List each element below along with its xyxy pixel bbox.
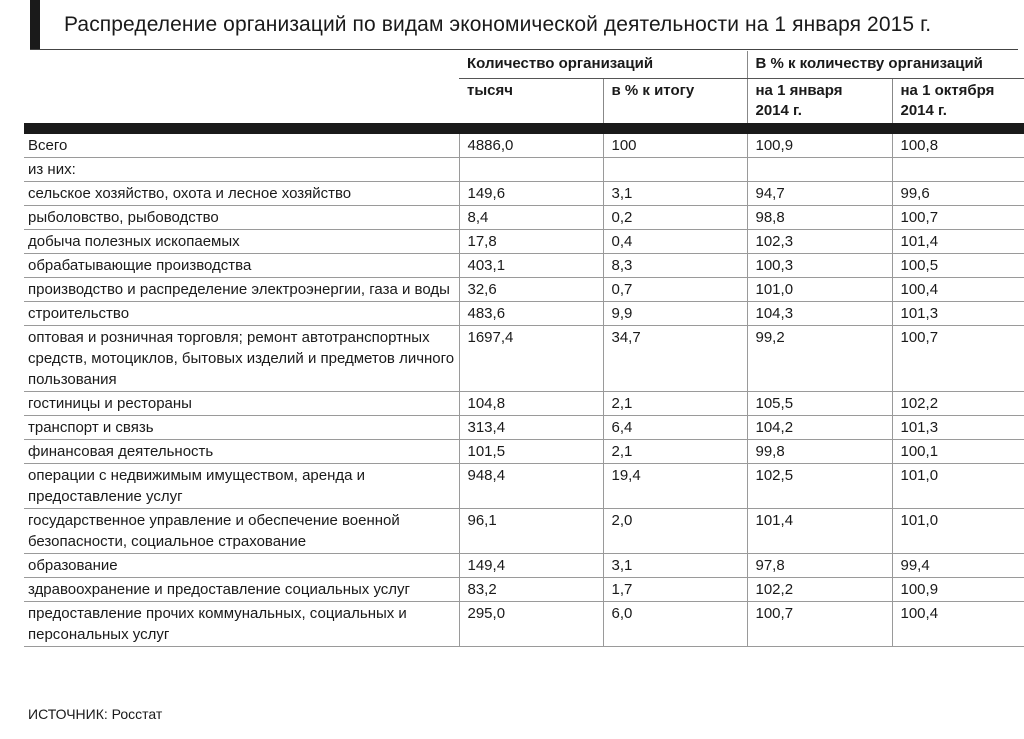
row-label: предоставление прочих коммунальных, социальных и персональных услуг <box>24 602 459 647</box>
header-empty-cell <box>24 51 459 79</box>
row-label: оптовая и розничная торговля; ремонт автотранспортных средств, мотоциклов, бытовых изделий и предметов личного пользования <box>24 326 459 392</box>
page-title: Распределение организаций по видам экономической деятельности на 1 января 2015 г. <box>64 13 932 36</box>
cell-thousand: 483,6 <box>459 302 603 326</box>
row-label: гостиницы и рестораны <box>24 392 459 416</box>
cell-share: 3,1 <box>603 554 747 578</box>
table-row <box>24 254 1024 278</box>
row-label: добыча полезных ископаемых <box>24 230 459 254</box>
header-thick-rule <box>24 123 1024 134</box>
cell-jan-2014: 104,2 <box>747 416 892 440</box>
cell-share: 34,7 <box>603 326 747 392</box>
cell-thousand: 403,1 <box>459 254 603 278</box>
cell-share: 2,0 <box>603 509 747 554</box>
header-oct-2014 <box>892 79 1024 124</box>
cell-oct-2014: 100,7 <box>892 206 1024 230</box>
cell-thousand: 32,6 <box>459 278 603 302</box>
cell-jan-2014: 98,8 <box>747 206 892 230</box>
cell-thousand: 149,4 <box>459 554 603 578</box>
cell-share: 19,4 <box>603 464 747 509</box>
cell-share: 8,3 <box>603 254 747 278</box>
table-row <box>24 464 1024 509</box>
cell-share: 0,2 <box>603 206 747 230</box>
cell-oct-2014: 101,4 <box>892 230 1024 254</box>
table-row <box>24 509 1024 554</box>
cell-jan-2014: 97,8 <box>747 554 892 578</box>
cell-jan-2014: 100,9 <box>747 134 892 158</box>
cell-share: 0,4 <box>603 230 747 254</box>
cell-jan-2014: 100,7 <box>747 602 892 647</box>
table-row <box>24 392 1024 416</box>
table-row <box>24 158 1024 182</box>
table-row <box>24 278 1024 302</box>
cell-thousand: 295,0 <box>459 602 603 647</box>
row-label: здравоохранение и предоставление социальных услуг <box>24 578 459 602</box>
row-label: сельское хозяйство, охота и лесное хозяйство <box>24 182 459 206</box>
header-group-count: Количество организаций <box>459 51 747 79</box>
row-label: образование <box>24 554 459 578</box>
cell-share: 2,1 <box>603 392 747 416</box>
cell-oct-2014: 99,4 <box>892 554 1024 578</box>
table-body <box>24 134 1024 647</box>
row-label: Всего <box>24 134 459 158</box>
table-row <box>24 440 1024 464</box>
cell-share: 6,4 <box>603 416 747 440</box>
cell-jan-2014: 101,4 <box>747 509 892 554</box>
cell-share <box>603 158 747 182</box>
cell-oct-2014: 100,1 <box>892 440 1024 464</box>
header-group-percent: В % к количеству организаций <box>747 51 1024 79</box>
cell-share: 100 <box>603 134 747 158</box>
cell-thousand: 948,4 <box>459 464 603 509</box>
cell-oct-2014: 100,5 <box>892 254 1024 278</box>
cell-jan-2014: 99,8 <box>747 440 892 464</box>
header-jan-line2: 2014 г. <box>755 102 802 119</box>
row-label: рыболовство, рыбоводство <box>24 206 459 230</box>
cell-oct-2014: 100,4 <box>892 278 1024 302</box>
cell-jan-2014: 94,7 <box>747 182 892 206</box>
organizations-table <box>24 51 1024 647</box>
cell-thousand: 313,4 <box>459 416 603 440</box>
row-label: государственное управление и обеспечение военной безопасности, социальное страхование <box>24 509 459 554</box>
cell-jan-2014: 102,3 <box>747 230 892 254</box>
cell-jan-2014 <box>747 158 892 182</box>
cell-thousand: 101,5 <box>459 440 603 464</box>
header-empty-cell <box>24 79 459 124</box>
cell-oct-2014: 102,2 <box>892 392 1024 416</box>
title-accent-bar <box>30 0 40 50</box>
table-row <box>24 302 1024 326</box>
row-label: производство и распределение электроэнергии, газа и воды <box>24 278 459 302</box>
table-row <box>24 554 1024 578</box>
row-label: финансовая деятельность <box>24 440 459 464</box>
table-header <box>24 51 1024 134</box>
table-row <box>24 134 1024 158</box>
cell-thousand: 1697,4 <box>459 326 603 392</box>
cell-oct-2014: 101,3 <box>892 416 1024 440</box>
table-row <box>24 578 1024 602</box>
cell-share: 3,1 <box>603 182 747 206</box>
row-label: обрабатывающие производства <box>24 254 459 278</box>
cell-oct-2014: 100,8 <box>892 134 1024 158</box>
title-bar <box>30 0 1014 50</box>
table-row <box>24 230 1024 254</box>
cell-thousand: 96,1 <box>459 509 603 554</box>
table-row <box>24 206 1024 230</box>
table-row <box>24 182 1024 206</box>
cell-jan-2014: 100,3 <box>747 254 892 278</box>
cell-thousand: 83,2 <box>459 578 603 602</box>
cell-jan-2014: 102,5 <box>747 464 892 509</box>
title-divider <box>30 49 1018 50</box>
cell-thousand: 104,8 <box>459 392 603 416</box>
cell-oct-2014 <box>892 158 1024 182</box>
cell-share: 2,1 <box>603 440 747 464</box>
row-label: строительство <box>24 302 459 326</box>
header-oct-line1: на 1 октября <box>900 82 995 99</box>
cell-share: 0,7 <box>603 278 747 302</box>
cell-oct-2014: 101,3 <box>892 302 1024 326</box>
cell-oct-2014: 100,7 <box>892 326 1024 392</box>
cell-share: 1,7 <box>603 578 747 602</box>
table-row <box>24 326 1024 392</box>
cell-thousand: 149,6 <box>459 182 603 206</box>
cell-oct-2014: 100,9 <box>892 578 1024 602</box>
header-thousand: тысяч <box>467 82 513 99</box>
cell-jan-2014: 104,3 <box>747 302 892 326</box>
header-jan-2014 <box>747 79 892 124</box>
cell-oct-2014: 101,0 <box>892 464 1024 509</box>
cell-thousand: 4886,0 <box>459 134 603 158</box>
table-row <box>24 416 1024 440</box>
cell-thousand: 8,4 <box>459 206 603 230</box>
row-label: транспорт и связь <box>24 416 459 440</box>
cell-jan-2014: 99,2 <box>747 326 892 392</box>
cell-jan-2014: 101,0 <box>747 278 892 302</box>
cell-share: 6,0 <box>603 602 747 647</box>
cell-thousand: 17,8 <box>459 230 603 254</box>
row-label: операции с недвижимым имуществом, аренда и предоставление услуг <box>24 464 459 509</box>
header-jan-line1: на 1 января <box>755 82 843 99</box>
row-label: из них: <box>24 158 459 182</box>
cell-oct-2014: 99,6 <box>892 182 1024 206</box>
header-share: в % к итогу <box>603 79 747 124</box>
table-row <box>24 602 1024 647</box>
header-oct-line2: 2014 г. <box>900 102 947 119</box>
cell-jan-2014: 102,2 <box>747 578 892 602</box>
cell-jan-2014: 105,5 <box>747 392 892 416</box>
source-note: ИСТОЧНИК: Росстат <box>28 706 163 722</box>
cell-oct-2014: 100,4 <box>892 602 1024 647</box>
cell-thousand <box>459 158 603 182</box>
cell-oct-2014: 101,0 <box>892 509 1024 554</box>
cell-share: 9,9 <box>603 302 747 326</box>
